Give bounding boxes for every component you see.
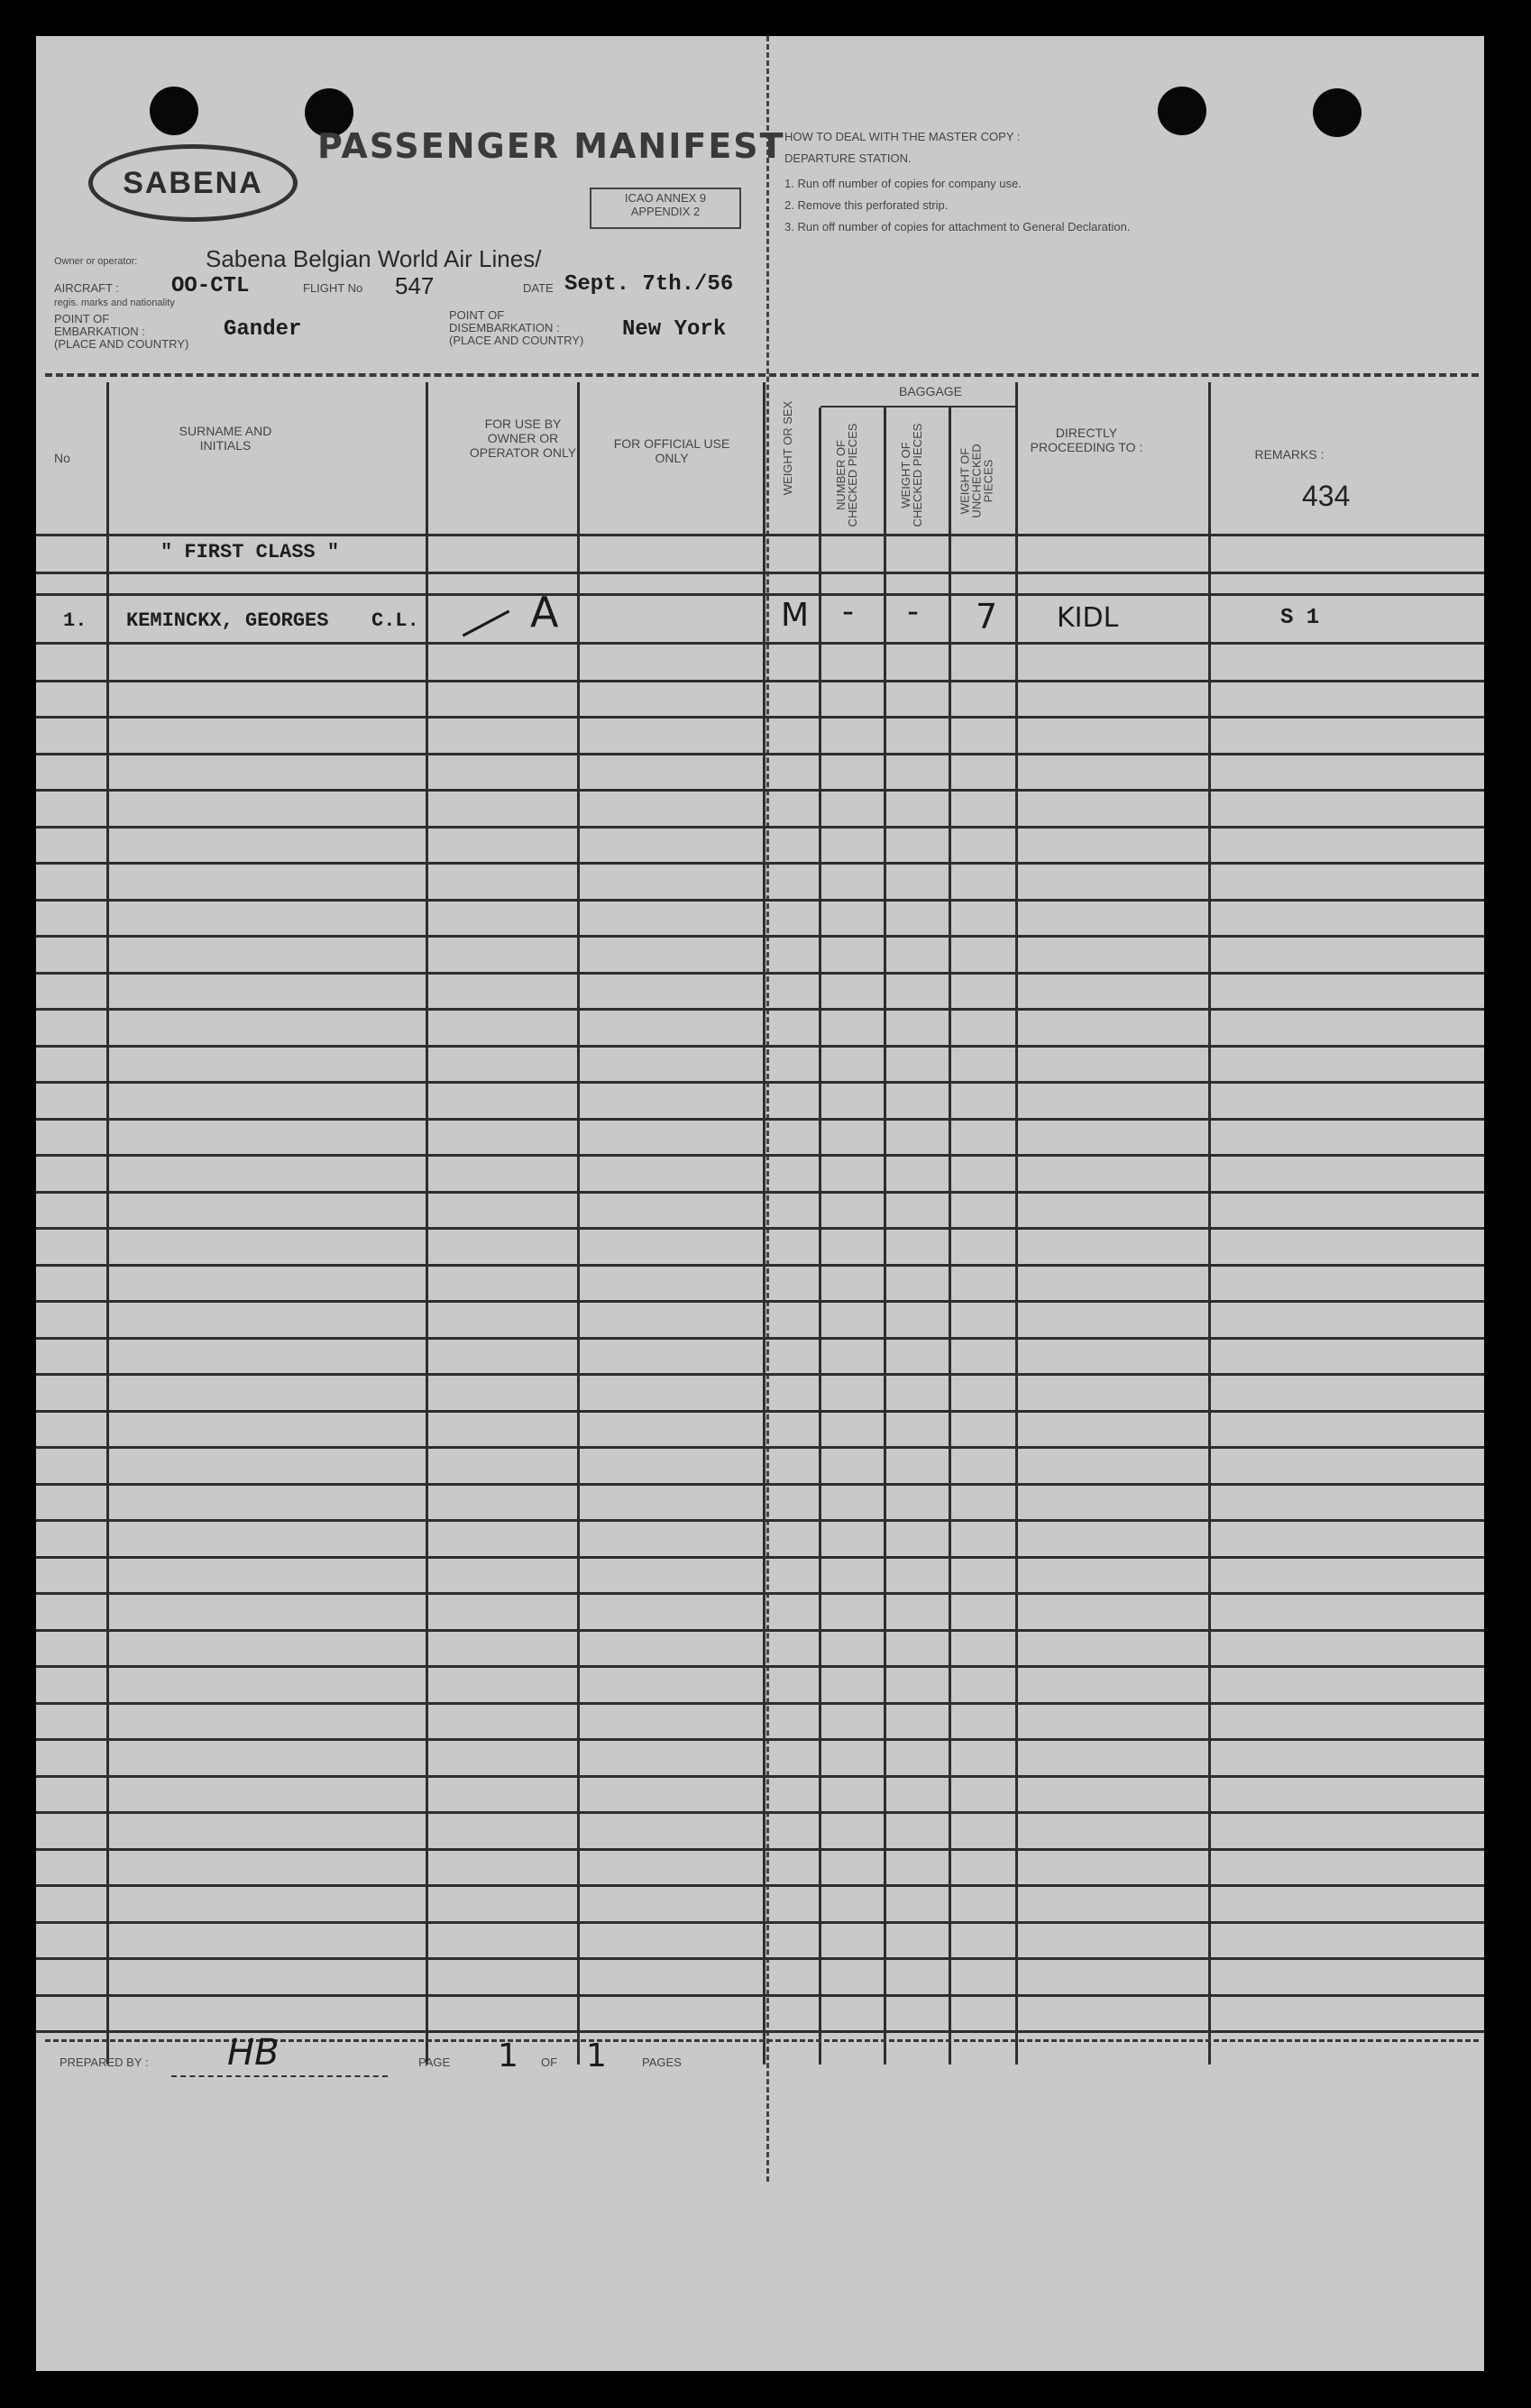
instructions-title-2: DEPARTURE STATION. — [784, 151, 912, 165]
punch-hole — [1313, 88, 1361, 137]
prepared-by-label: PREPARED BY : — [60, 2055, 149, 2069]
flight-label: FLIGHT No — [303, 281, 363, 295]
passenger-unchecked-weight: 7 — [976, 597, 998, 636]
col-header-baggage: BAGGAGE — [898, 384, 963, 398]
of-value: 1 — [586, 2037, 607, 2074]
passenger-name: KEMINCKX, GEORGES — [126, 609, 329, 632]
row-line — [36, 899, 1484, 902]
row-line — [36, 753, 1484, 755]
row-line — [36, 1592, 1484, 1595]
col-header-checked-weight: WEIGHT OF CHECKED PIECES — [899, 423, 924, 527]
row-line — [36, 1373, 1484, 1376]
row-line — [36, 1154, 1484, 1157]
col-header-proceeding: DIRECTLY PROCEEDING TO : — [1030, 426, 1143, 454]
manifest-sheet — [36, 36, 1484, 2371]
row-line — [36, 1264, 1484, 1267]
icao-ref-line1: ICAO ANNEX 9 — [624, 191, 707, 205]
page-label: PAGE — [418, 2055, 451, 2069]
sabena-logo: SABENA — [88, 144, 298, 222]
passenger-sex: M — [781, 597, 810, 634]
row-line — [36, 572, 1484, 574]
row-line — [36, 1227, 1484, 1230]
aircraft-value: OO-CTL — [171, 274, 250, 298]
class-label: " FIRST CLASS " — [160, 541, 340, 563]
row-line — [36, 1081, 1484, 1084]
prepared-by-value: HB — [227, 2032, 280, 2074]
col-header-remarks: REMARKS : — [1254, 447, 1325, 462]
remarks-number: 434 — [1302, 480, 1351, 512]
col-header-unchecked-weight: WEIGHT OF UNCHECKED PIECES — [958, 444, 995, 518]
embarkation-label-1: POINT OF — [54, 312, 110, 325]
baggage-underline — [821, 406, 1017, 407]
instruction-item: 2. Remove this perforated strip. — [784, 198, 949, 212]
row-line — [36, 1994, 1484, 1997]
header-separator — [45, 373, 1479, 377]
row-line — [36, 1483, 1484, 1486]
date-label: DATE — [523, 281, 554, 295]
col-divider — [819, 407, 821, 2065]
row-line — [36, 1300, 1484, 1303]
col-header-surname: SURNAME AND INITIALS — [179, 424, 272, 453]
row-line — [36, 862, 1484, 865]
row-line — [36, 1848, 1484, 1851]
passenger-proceeding: KIDL — [1057, 602, 1119, 634]
date-value: Sept. 7th./56 — [564, 272, 734, 297]
of-label: OF — [541, 2055, 558, 2069]
row-line — [36, 1884, 1484, 1887]
row-line — [36, 1446, 1484, 1449]
aircraft-label: AIRCRAFT : — [54, 281, 119, 295]
punch-hole — [1158, 87, 1206, 135]
punch-hole — [150, 87, 198, 135]
passenger-initials: C.L. — [371, 609, 419, 632]
passenger-remarks: S 1 — [1280, 606, 1320, 630]
row-line — [36, 1410, 1484, 1413]
pages-label: PAGES — [642, 2055, 682, 2069]
row-line — [36, 716, 1484, 719]
row-line — [36, 1665, 1484, 1668]
row-line — [36, 1191, 1484, 1194]
col-header-owner-use: FOR USE BY OWNER OR OPERATOR ONLY — [469, 417, 577, 460]
instructions-title-1: HOW TO DEAL WITH THE MASTER COPY : — [784, 130, 1021, 143]
icao-reference-box — [590, 188, 741, 229]
prepared-by-underline — [171, 2075, 388, 2077]
form-title: PASSENGER MANIFEST — [317, 126, 785, 166]
icao-ref-line2: APPENDIX 2 — [630, 205, 701, 218]
embarkation-label-2: EMBARKATION : — [54, 325, 145, 338]
aircraft-sub-label: regis. marks and nationality — [54, 298, 175, 308]
row-line — [36, 1775, 1484, 1778]
perforation-line — [766, 36, 769, 2182]
row-line — [36, 1519, 1484, 1522]
passenger-number: 1. — [63, 609, 87, 632]
instruction-item: 1. Run off number of copies for company use. — [784, 177, 1022, 190]
operator-label: Owner or operator: — [54, 256, 138, 267]
row-line — [36, 1957, 1484, 1960]
disembarkation-value: New York — [622, 317, 727, 342]
flight-value: 547 — [395, 272, 435, 299]
col-header-official-use: FOR OFFICIAL USE ONLY — [613, 436, 730, 465]
disembarkation-label-3: (PLACE AND COUNTRY) — [449, 334, 584, 347]
disembarkation-label-2: DISEMBARKATION : — [449, 321, 560, 334]
row-line — [36, 1811, 1484, 1814]
row-line — [36, 1556, 1484, 1559]
handwritten-stroke — [463, 610, 510, 637]
passenger-checked-weight: - — [907, 593, 919, 630]
col-divider — [949, 407, 951, 2065]
embarkation-value: Gander — [224, 317, 302, 342]
col-header-no: No — [54, 451, 70, 465]
operator-value: Sabena Belgian World Air Lines/ — [206, 245, 542, 272]
row-line — [36, 1921, 1484, 1924]
passenger-checked-pieces: - — [842, 593, 854, 630]
row-line — [36, 1702, 1484, 1705]
col-divider — [884, 407, 886, 2065]
passenger-owner-use: A — [530, 588, 559, 636]
row-line — [36, 1738, 1484, 1741]
row-line — [36, 1118, 1484, 1121]
row-line — [36, 1045, 1484, 1048]
page-value: 1 — [498, 2037, 518, 2074]
col-header-weight-or-sex: WEIGHT OR SEX — [781, 400, 794, 496]
embarkation-label-3: (PLACE AND COUNTRY) — [54, 337, 189, 351]
row-line — [36, 826, 1484, 829]
row-line — [36, 642, 1484, 645]
row-line — [36, 1337, 1484, 1340]
row-line — [36, 789, 1484, 792]
row-line — [36, 972, 1484, 975]
row-line — [36, 935, 1484, 938]
row-line — [36, 680, 1484, 682]
col-header-checked-pieces: NUMBER OF CHECKED PIECES — [834, 423, 859, 527]
instruction-item: 3. Run off number of copies for attachment to General Declaration. — [784, 220, 1131, 233]
row-line — [36, 593, 1484, 596]
disembarkation-label-1: POINT OF — [449, 308, 505, 322]
row-line — [36, 1629, 1484, 1632]
row-line — [36, 1008, 1484, 1011]
row-line — [36, 534, 1484, 536]
